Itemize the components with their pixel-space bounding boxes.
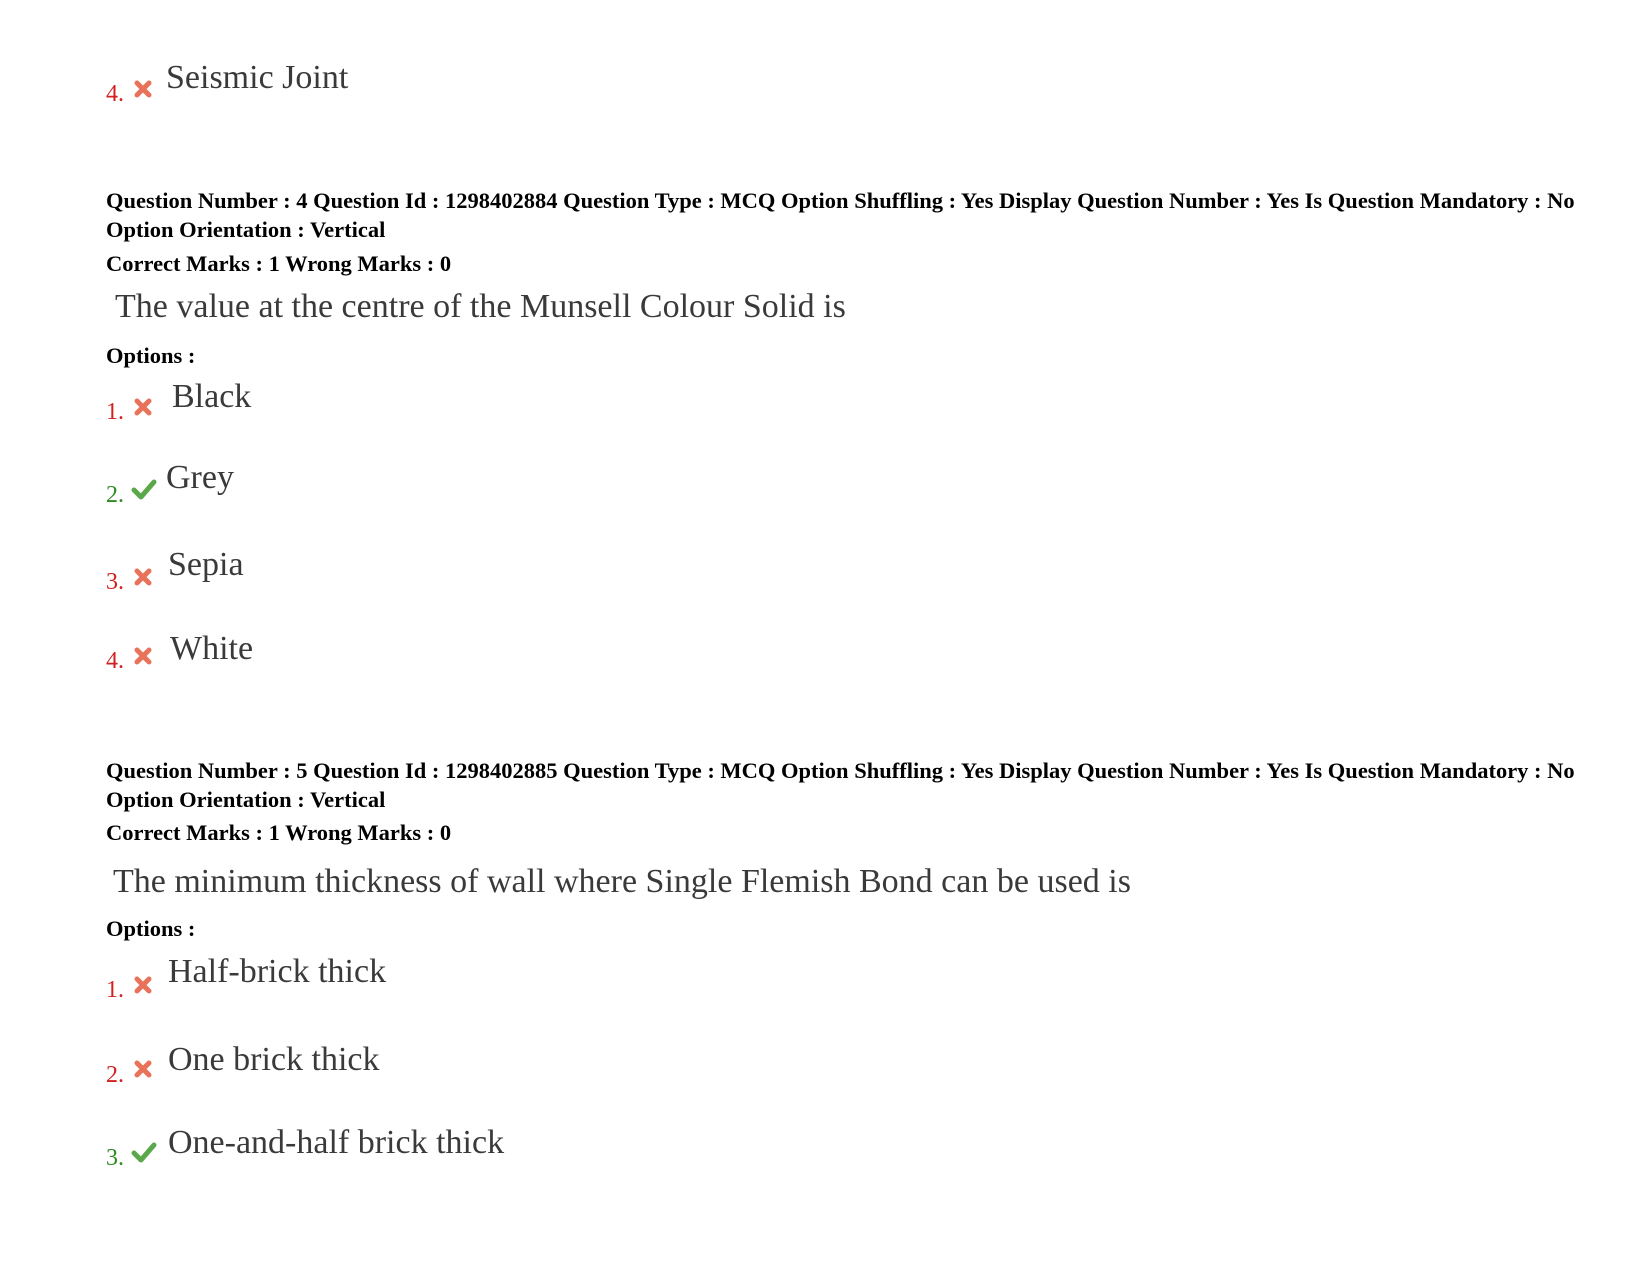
- question-marks: Correct Marks : 1 Wrong Marks : 0: [106, 820, 452, 845]
- option-text: White: [170, 630, 254, 667]
- option-number: 3.: [106, 1145, 124, 1171]
- option-number: 3.: [106, 569, 124, 595]
- question-marks: Correct Marks : 1 Wrong Marks : 0: [106, 251, 452, 276]
- question-text: The value at the centre of the Munsell Colour Solid is: [115, 288, 846, 325]
- check-icon: [131, 1141, 157, 1163]
- option-text: Black: [172, 378, 252, 415]
- option-text: Half-brick thick: [168, 953, 387, 990]
- cross-icon: [132, 566, 154, 588]
- cross-icon: [132, 1058, 154, 1080]
- cross-icon: [132, 396, 154, 418]
- option-text: Grey: [166, 459, 234, 496]
- cross-icon: [132, 645, 154, 667]
- check-icon: [131, 478, 157, 500]
- option-text: One brick thick: [168, 1041, 380, 1078]
- option-number: 4.: [106, 81, 124, 107]
- option-text: Seismic Joint: [166, 59, 349, 96]
- option-number: 2.: [106, 482, 124, 508]
- option-text: Sepia: [168, 546, 244, 583]
- option-text: One-and-half brick thick: [168, 1124, 505, 1161]
- option-number: 1.: [106, 399, 124, 425]
- option-number: 1.: [106, 977, 124, 1003]
- cross-icon: [132, 974, 154, 996]
- question-meta: Question Number : 4 Question Id : 1298402884 Question Type : MCQ Option Shuffling : Yes Display Question Number : Yes Is Question Mandatory : No Option Orientation : Vertical: [106, 188, 1575, 242]
- cross-icon: [132, 78, 154, 100]
- options-label: Options :: [106, 343, 196, 368]
- question-text: The minimum thickness of wall where Single Flemish Bond can be used is: [113, 863, 1131, 900]
- option-number: 4.: [106, 648, 124, 674]
- options-label: Options :: [106, 916, 196, 941]
- option-number: 2.: [106, 1062, 124, 1088]
- question-meta: Question Number : 5 Question Id : 1298402885 Question Type : MCQ Option Shuffling : Yes Display Question Number : Yes Is Question Mandatory : No Option Orientation : Vertical: [106, 758, 1575, 812]
